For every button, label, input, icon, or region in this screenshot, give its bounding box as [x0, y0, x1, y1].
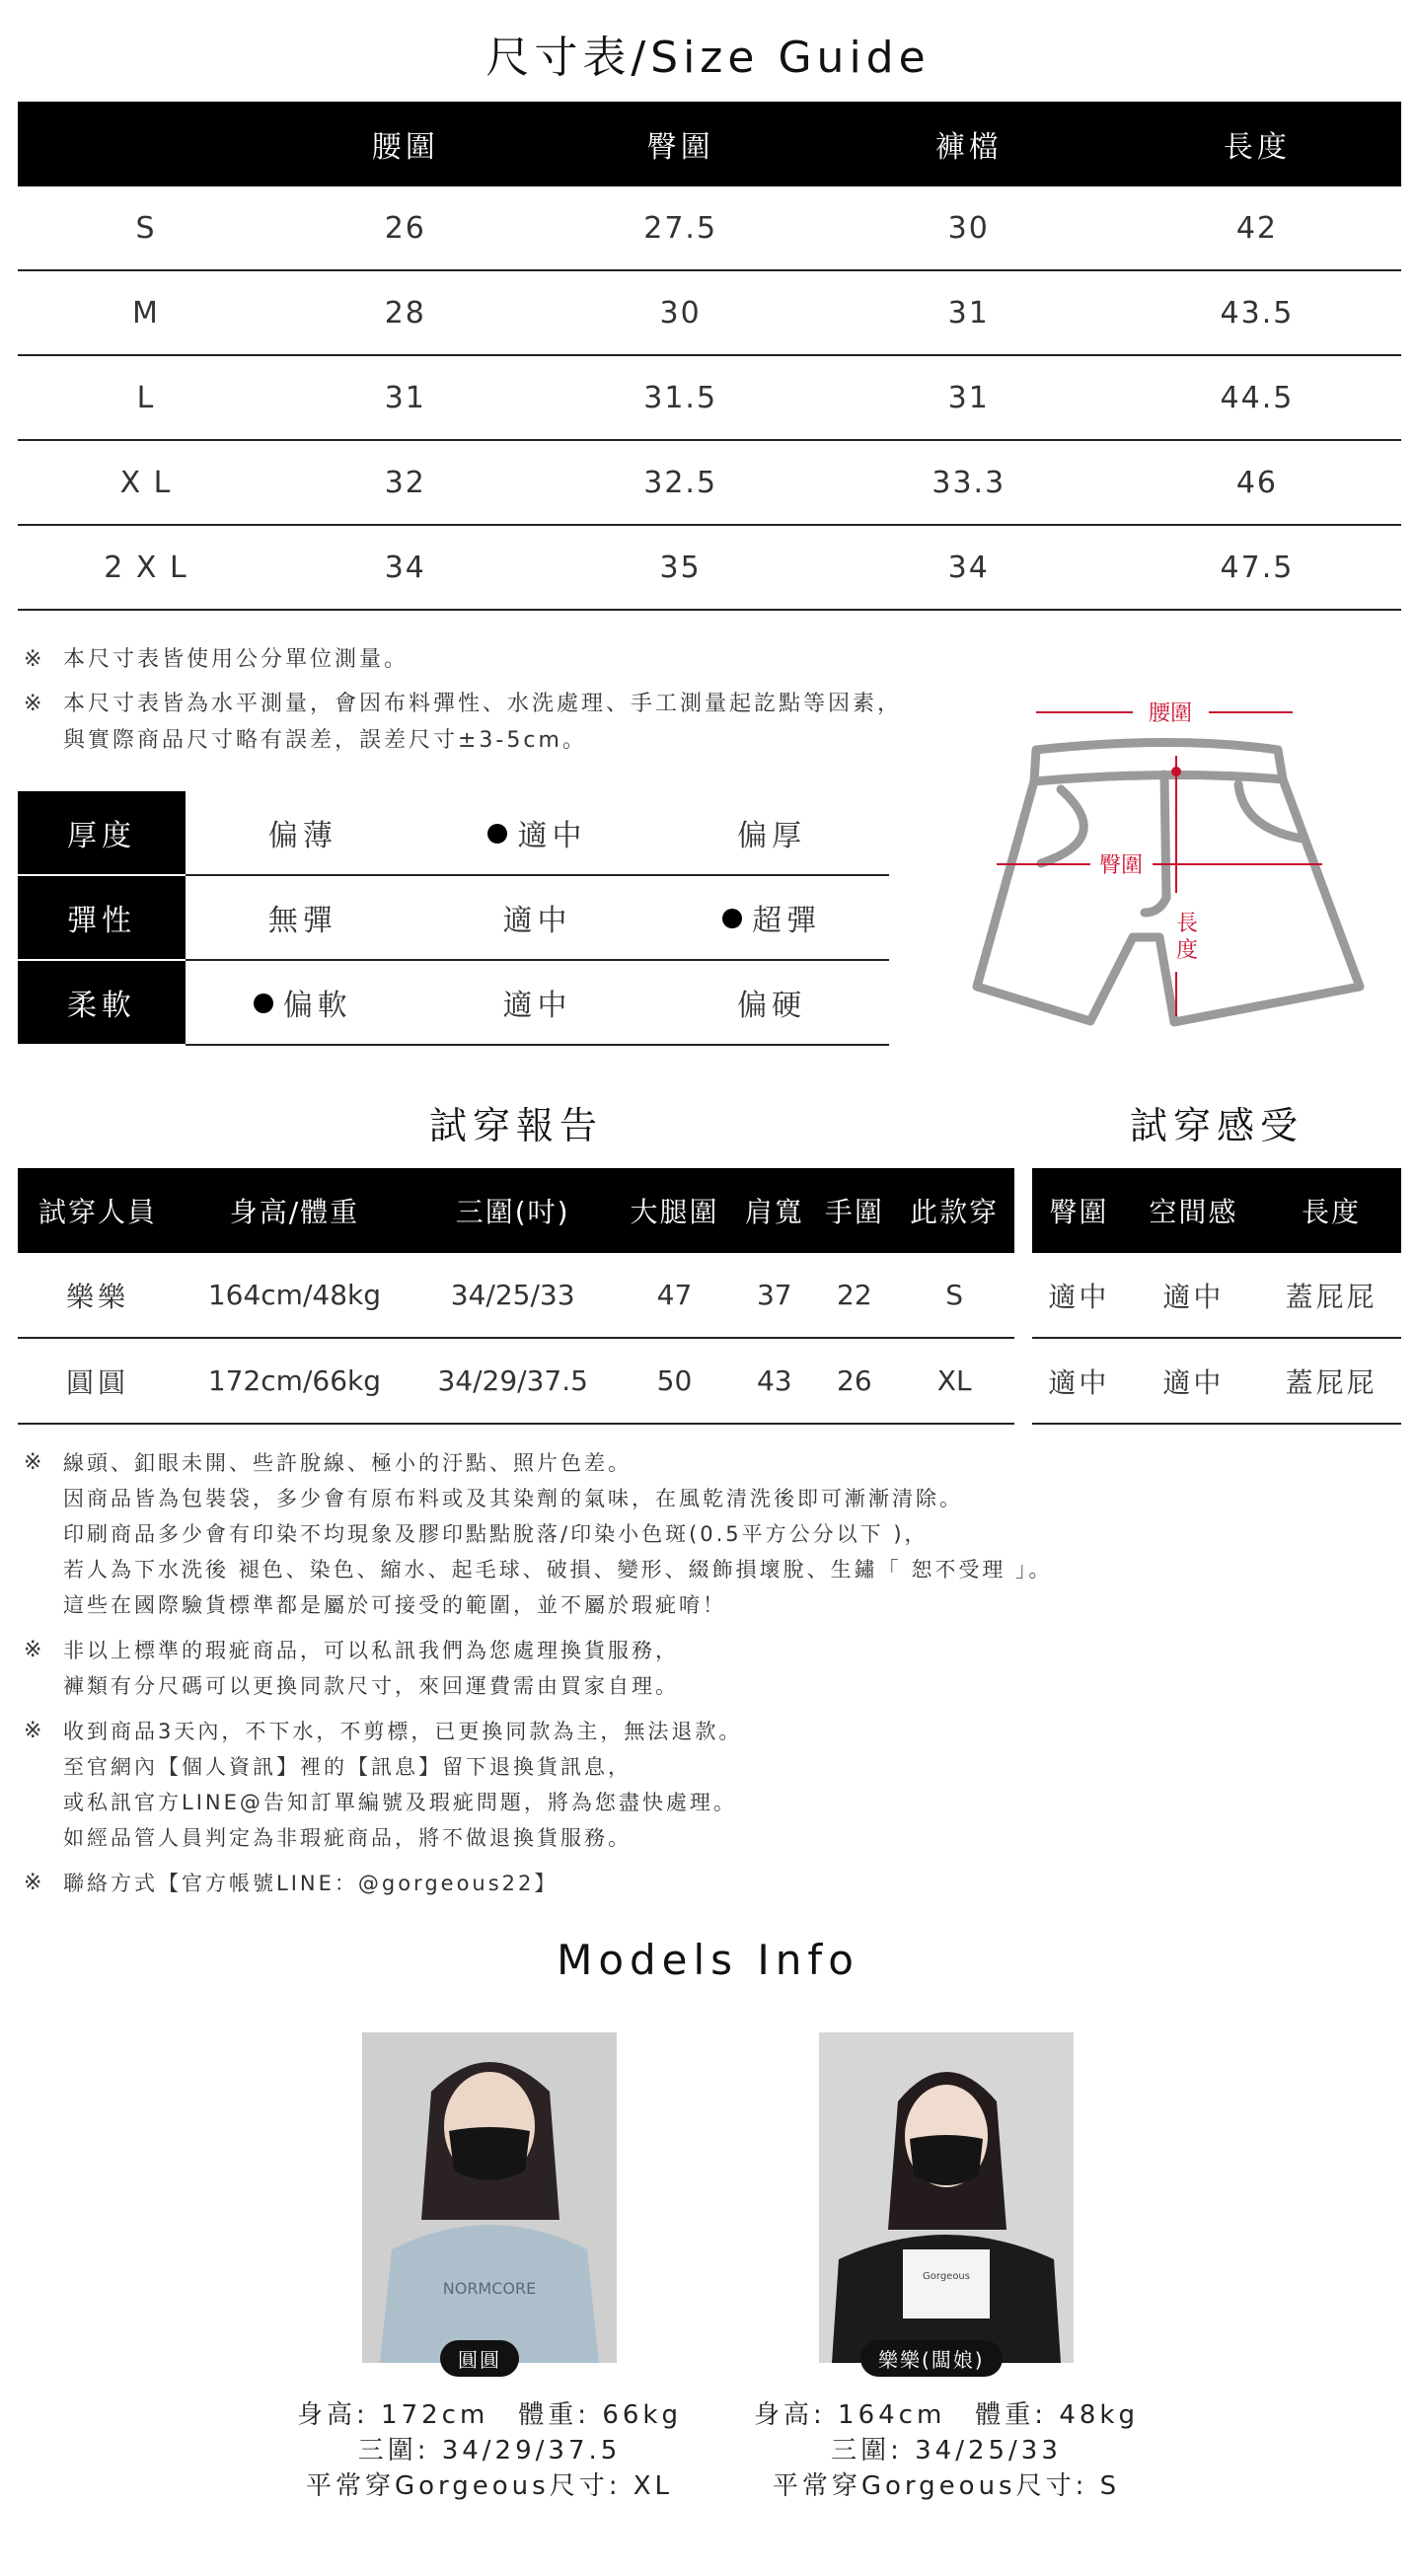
feel-label: 柔軟: [18, 960, 186, 1045]
pocket-left-shape: [1041, 789, 1083, 863]
feel-option: 偏硬: [654, 960, 889, 1045]
feel-option: 適中: [420, 791, 655, 875]
feel-option: 偏厚: [654, 791, 889, 875]
note-line: 本尺寸表皆為水平測量，會因布料彈性、水洗處理、手工測量起訖點等因素，: [63, 692, 903, 716]
size-cell: 33.3: [825, 440, 1113, 525]
size-cell: 2 X L: [18, 525, 274, 610]
note-line: 至官網內【個人資訊】裡的【訊息】留下退換貨訊息，: [63, 1755, 632, 1779]
table-row: [18, 355, 1401, 440]
size-cell: 34: [825, 525, 1113, 610]
fit-cell: 適中: [1126, 1253, 1261, 1338]
size-cell: L: [18, 355, 274, 440]
fit-cell: 蓋屁屁: [1261, 1253, 1401, 1338]
size-header-cell: 褲檔: [825, 102, 1113, 186]
table-row: [18, 875, 889, 960]
table-row: [18, 270, 1401, 355]
table-row: [1032, 1338, 1401, 1424]
feel-option: 偏薄: [186, 791, 420, 875]
model-photo: [819, 2032, 1074, 2363]
try-on-table: [18, 1168, 1014, 1425]
fit-header-cell: 空間感: [1126, 1168, 1261, 1253]
model-info: [233, 2397, 746, 2504]
model-info-line: 平常穿Gorgeous尺寸: S: [772, 2471, 1121, 2501]
note-line: 印刷商品多少會有印染不均現象及膠印點點脫落/印染小色斑(0.5平方公分以下 )，: [63, 1522, 929, 1546]
fit-feel-title: 試穿感受: [1129, 1104, 1304, 1147]
feel-option: 適中: [420, 960, 655, 1045]
try-header-cell: 三圍(吋): [411, 1168, 615, 1253]
table-row: [18, 960, 889, 1045]
size-guide-table: [18, 102, 1401, 611]
size-cell: 35: [537, 525, 825, 610]
feel-option: 適中: [420, 875, 655, 960]
try-header-cell: 試穿人員: [18, 1168, 178, 1253]
table-row: [18, 791, 889, 875]
size-cell: 44.5: [1113, 355, 1401, 440]
model-info-line: 身高: 164cm 體重: 48kg: [754, 2400, 1139, 2430]
size-cell: 31: [825, 270, 1113, 355]
try-cell: 樂樂: [18, 1253, 178, 1338]
fit-feel-table: [1032, 1168, 1401, 1425]
fit-header-cell: 長度: [1261, 1168, 1401, 1253]
table-row: [18, 1253, 1014, 1338]
fly-shape: [1145, 774, 1166, 913]
model-name-badge: 圓圓: [440, 2340, 519, 2377]
try-cell: 34/25/33: [411, 1253, 615, 1338]
model-figure-icon: [819, 2032, 1074, 2363]
size-cell: 34: [274, 525, 537, 610]
size-cell: X L: [18, 440, 274, 525]
try-cell: 172cm/66kg: [178, 1338, 411, 1424]
model-info: [690, 2397, 1203, 2504]
shorts-diagram: [957, 691, 1372, 1036]
note-line: 這些在國際驗貨標準都是屬於可接受的範圍，並不屬於瑕疵唷！: [63, 1593, 726, 1617]
size-cell: 42: [1113, 186, 1401, 270]
hip-label: 臀圍: [1098, 853, 1144, 878]
table-row: [18, 525, 1401, 610]
feel-option: 無彈: [186, 875, 420, 960]
models-title: Models Info: [557, 1936, 859, 1984]
model-photo: [362, 2032, 617, 2363]
size-cell: 31: [825, 355, 1113, 440]
try-cell: 26: [814, 1338, 894, 1424]
size-cell: 46: [1113, 440, 1401, 525]
measure-notes: [24, 641, 971, 759]
waistband-shape: [1034, 743, 1283, 782]
note-line: 收到商品3天內，不下水，不剪標，已更換同款為主，無法退款。: [63, 1720, 743, 1743]
try-cell: 50: [615, 1338, 735, 1424]
note-line: 非以上標準的瑕疵商品，可以私訊我們為您處理換貨服務，: [63, 1639, 679, 1662]
fit-cell: 蓋屁屁: [1261, 1338, 1401, 1424]
table-row: [1032, 1253, 1401, 1338]
length-start-dot: [1171, 767, 1181, 776]
table-row: [18, 1338, 1014, 1424]
try-cell: 22: [814, 1253, 894, 1338]
size-cell: 28: [274, 270, 537, 355]
table-row: [18, 186, 1401, 270]
try-cell: 34/29/37.5: [411, 1338, 615, 1424]
size-header-cell: 腰圍: [274, 102, 537, 186]
model-name-badge: 樂樂(闆娘): [860, 2340, 1003, 2377]
model-info-line: 平常穿Gorgeous尺寸: XL: [305, 2471, 674, 2501]
feel-option: 超彈: [654, 875, 889, 960]
feel-label: 彈性: [18, 875, 186, 960]
size-header-cell: 臀圍: [537, 102, 825, 186]
try-header-cell: 此款穿: [894, 1168, 1014, 1253]
note-line: 本尺寸表皆使用公分單位測量。: [63, 647, 410, 672]
note-line: 或私訊官方LINE@告知訂單編號及瑕疵問題，將為您盡快處理。: [63, 1791, 737, 1814]
note-line: 褲類有分尺碼可以更換同款尺寸，來回運費需由買家自理。: [63, 1674, 679, 1698]
try-cell: S: [894, 1253, 1014, 1338]
try-header-cell: 身高/體重: [178, 1168, 411, 1253]
size-cell: 31: [274, 355, 537, 440]
fit-header-cell: 臀圍: [1032, 1168, 1126, 1253]
size-header-cell: [18, 102, 274, 186]
size-cell: 32.5: [537, 440, 825, 525]
table-row: [18, 440, 1401, 525]
size-cell: 32: [274, 440, 537, 525]
try-cell: 164cm/48kg: [178, 1253, 411, 1338]
note-line: 如經品管人員判定為非瑕疵商品，將不做退換貨服務。: [63, 1826, 632, 1850]
note-mark: ※: [24, 692, 45, 716]
size-header-cell: 長度: [1113, 102, 1401, 186]
fit-cell: 適中: [1032, 1338, 1126, 1424]
note-line: 與實際商品尺寸略有誤差，誤差尺寸±3-5cm。: [63, 728, 587, 753]
shirt-print-text: Gorgeous: [923, 2271, 970, 2282]
size-cell: 47.5: [1113, 525, 1401, 610]
note-mark: ※: [24, 1450, 45, 1475]
size-guide-title: 尺寸表/Size Guide: [485, 33, 931, 83]
try-cell: 37: [734, 1253, 814, 1338]
note-mark: ※: [24, 647, 45, 672]
note-line: 線頭、釦眼未開、些許脫線、極小的汙點、照片色差。: [63, 1451, 632, 1475]
note-mark: ※: [24, 1638, 45, 1662]
note-line: 若人為下水洗後 褪色、染色、縮水、起毛球、破損、變形、綴飾損壞脫、生鏽「 恕不受理 」。: [63, 1558, 1053, 1582]
length-label: 長 度: [1176, 912, 1199, 963]
size-cell: 26: [274, 186, 537, 270]
selected-dot-icon: [254, 994, 273, 1013]
model-info-line: 三圍: 34/25/33: [831, 2436, 1062, 2466]
try-header-cell: 肩寬: [734, 1168, 814, 1253]
waist-label: 腰圍: [1148, 701, 1193, 726]
contact-line: 聯絡方式【官方帳號LINE：@gorgeous22】: [63, 1872, 559, 1895]
try-cell: 圓圓: [18, 1338, 178, 1424]
try-header-cell: 手圍: [814, 1168, 894, 1253]
policy-notes: [24, 1445, 1395, 1901]
try-cell: 47: [615, 1253, 735, 1338]
size-cell: S: [18, 186, 274, 270]
try-cell: 43: [734, 1338, 814, 1424]
model-info-line: 三圍: 34/29/37.5: [357, 2436, 622, 2466]
shirt-print-text: NORMCORE: [442, 2279, 537, 2298]
size-cell: M: [18, 270, 274, 355]
model-figure-icon: [362, 2032, 617, 2363]
fit-cell: 適中: [1032, 1253, 1126, 1338]
size-cell: 43.5: [1113, 270, 1401, 355]
size-cell: 30: [825, 186, 1113, 270]
note-mark: ※: [24, 1871, 45, 1895]
fabric-feel-table: [18, 791, 889, 1046]
feel-label: 厚度: [18, 791, 186, 875]
selected-dot-icon: [722, 909, 742, 928]
fit-cell: 適中: [1126, 1338, 1261, 1424]
model-info-line: 身高: 172cm 體重: 66kg: [297, 2400, 682, 2430]
try-cell: XL: [894, 1338, 1014, 1424]
size-cell: 30: [537, 270, 825, 355]
selected-dot-icon: [487, 824, 507, 844]
size-cell: 27.5: [537, 186, 825, 270]
try-header-cell: 大腿圍: [615, 1168, 735, 1253]
note-mark: ※: [24, 1719, 45, 1743]
note-line: 因商品皆為包裝袋，多少會有原布料或及其染劑的氣味，在風乾清洗後即可漸漸清除。: [63, 1487, 963, 1510]
size-cell: 31.5: [537, 355, 825, 440]
feel-option: 偏軟: [186, 960, 420, 1045]
try-on-title: 試穿報告: [428, 1104, 603, 1147]
